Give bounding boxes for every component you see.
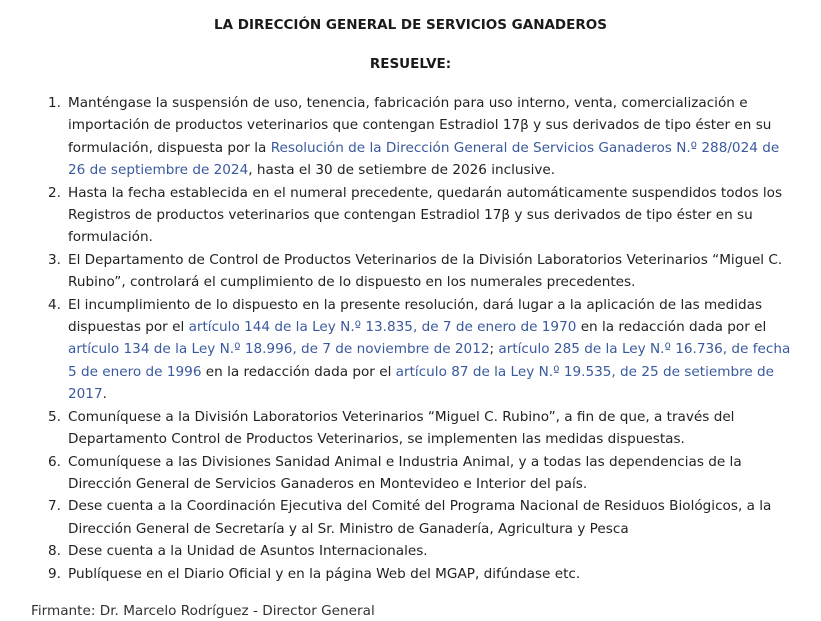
- item-text: , hasta el 30 de setiembre de 2026 inclusive.: [248, 162, 556, 179]
- item-text: El Departamento de Control de Productos Veterinarios de la División Laboratorios Veterinarios “Miguel C. Rubino”, controlará el cumplimiento de lo dispuesto en los numerales precedentes.: [68, 251, 783, 291]
- item-text: ;: [489, 341, 499, 358]
- item-text: Comuníquese a la División Laboratorios Veterinarios “Miguel C. Rubino”, a fin de que, a través del Departamento Control de Productos Veterinarios, se implementen las medidas dispuestas.: [68, 408, 735, 448]
- item-number: 1.: [48, 95, 61, 111]
- legal-reference-link[interactable]: artículo 144 de la Ley N.º 13.835, de 7 de enero de 1970: [188, 319, 577, 336]
- item-text: en la redacción dada por el: [576, 319, 767, 336]
- resolution-item: [48, 294, 800, 406]
- item-number: 8.: [48, 543, 61, 560]
- resolution-item: [48, 406, 800, 451]
- item-number: 6.: [48, 453, 61, 470]
- resolution-item: [48, 495, 800, 540]
- item-text: El incumplimiento de lo dispuesto en la presente resolución, dará lugar a la aplicación de las medidas dispuestas por el: [68, 296, 763, 336]
- resolution-item: [48, 249, 800, 294]
- resolution-item: [48, 451, 800, 496]
- item-number: 5.: [48, 408, 61, 425]
- resolution-item: [48, 540, 800, 562]
- legal-reference-link[interactable]: artículo 134 de la Ley N.º 18.996, de 7 de noviembre de 2012: [68, 341, 490, 358]
- document-title: LA DIRECCIÓN GENERAL DE SERVICIOS GANADEROS: [214, 17, 607, 33]
- resolution-item: [48, 182, 800, 249]
- item-number: 7.: [48, 498, 61, 515]
- item-text: Manténgase la suspensión de uso, tenencia, fabricación para uso interno, venta, comercialización e importación de productos veterinarios que contengan Estradiol 17β y sus derivados de tipo éster en su formulación, dispuesta por la: [68, 95, 772, 156]
- item-number: 4.: [48, 296, 61, 313]
- item-text: en la redacción dada por el: [201, 363, 396, 380]
- item-text: Dese cuenta a la Coordinación Ejecutiva del Comité del Programa Nacional de Residuos Biológicos, a la Dirección General de Secretaría y al Sr. Ministro de Ganadería, Agricultura y Pesca: [68, 498, 772, 537]
- item-text: .: [102, 386, 107, 403]
- signer-line: Firmante: Dr. Marcelo Rodríguez - Director General: [31, 603, 375, 619]
- legal-reference-link[interactable]: Resolución de la Dirección General de Servicios Ganaderos N.º 288/024 de 26 de septiembre de 2024: [68, 139, 780, 179]
- item-number: 9.: [48, 565, 61, 582]
- legal-reference-link[interactable]: artículo 285 de la Ley N.º 16.736, de fecha 5 de enero de 1996: [68, 341, 791, 380]
- item-text: Comuníquese a las Divisiones Sanidad Animal e Industria Animal, y a todas las dependencias de la Dirección General de Servicios Ganaderos en Montevideo e Interior del país.: [68, 453, 742, 492]
- resolution-item: [48, 563, 800, 585]
- document-subtitle: RESUELVE:: [369, 56, 452, 72]
- item-number: 2.: [48, 184, 61, 201]
- item-text: Hasta la fecha establecida en el numeral precedente, quedarán automáticamente suspendidos todos los Registros de productos veterinarios que contengan Estradiol 17β y sus derivados de tipo éster en su formulación.: [68, 184, 783, 246]
- resolution-items-list: [0, 92, 800, 585]
- resolution-item: [48, 92, 800, 182]
- item-number: 3.: [48, 251, 61, 268]
- item-text: Dese cuenta a la Unidad de Asuntos Internacionales.: [68, 543, 428, 560]
- item-text: Publíquese en el Diario Oficial y en la página Web del MGAP, difúndase etc.: [68, 565, 581, 582]
- legal-reference-link[interactable]: artículo 87 de la Ley N.º 19.535, de 25 de setiembre de 2017: [68, 363, 775, 403]
